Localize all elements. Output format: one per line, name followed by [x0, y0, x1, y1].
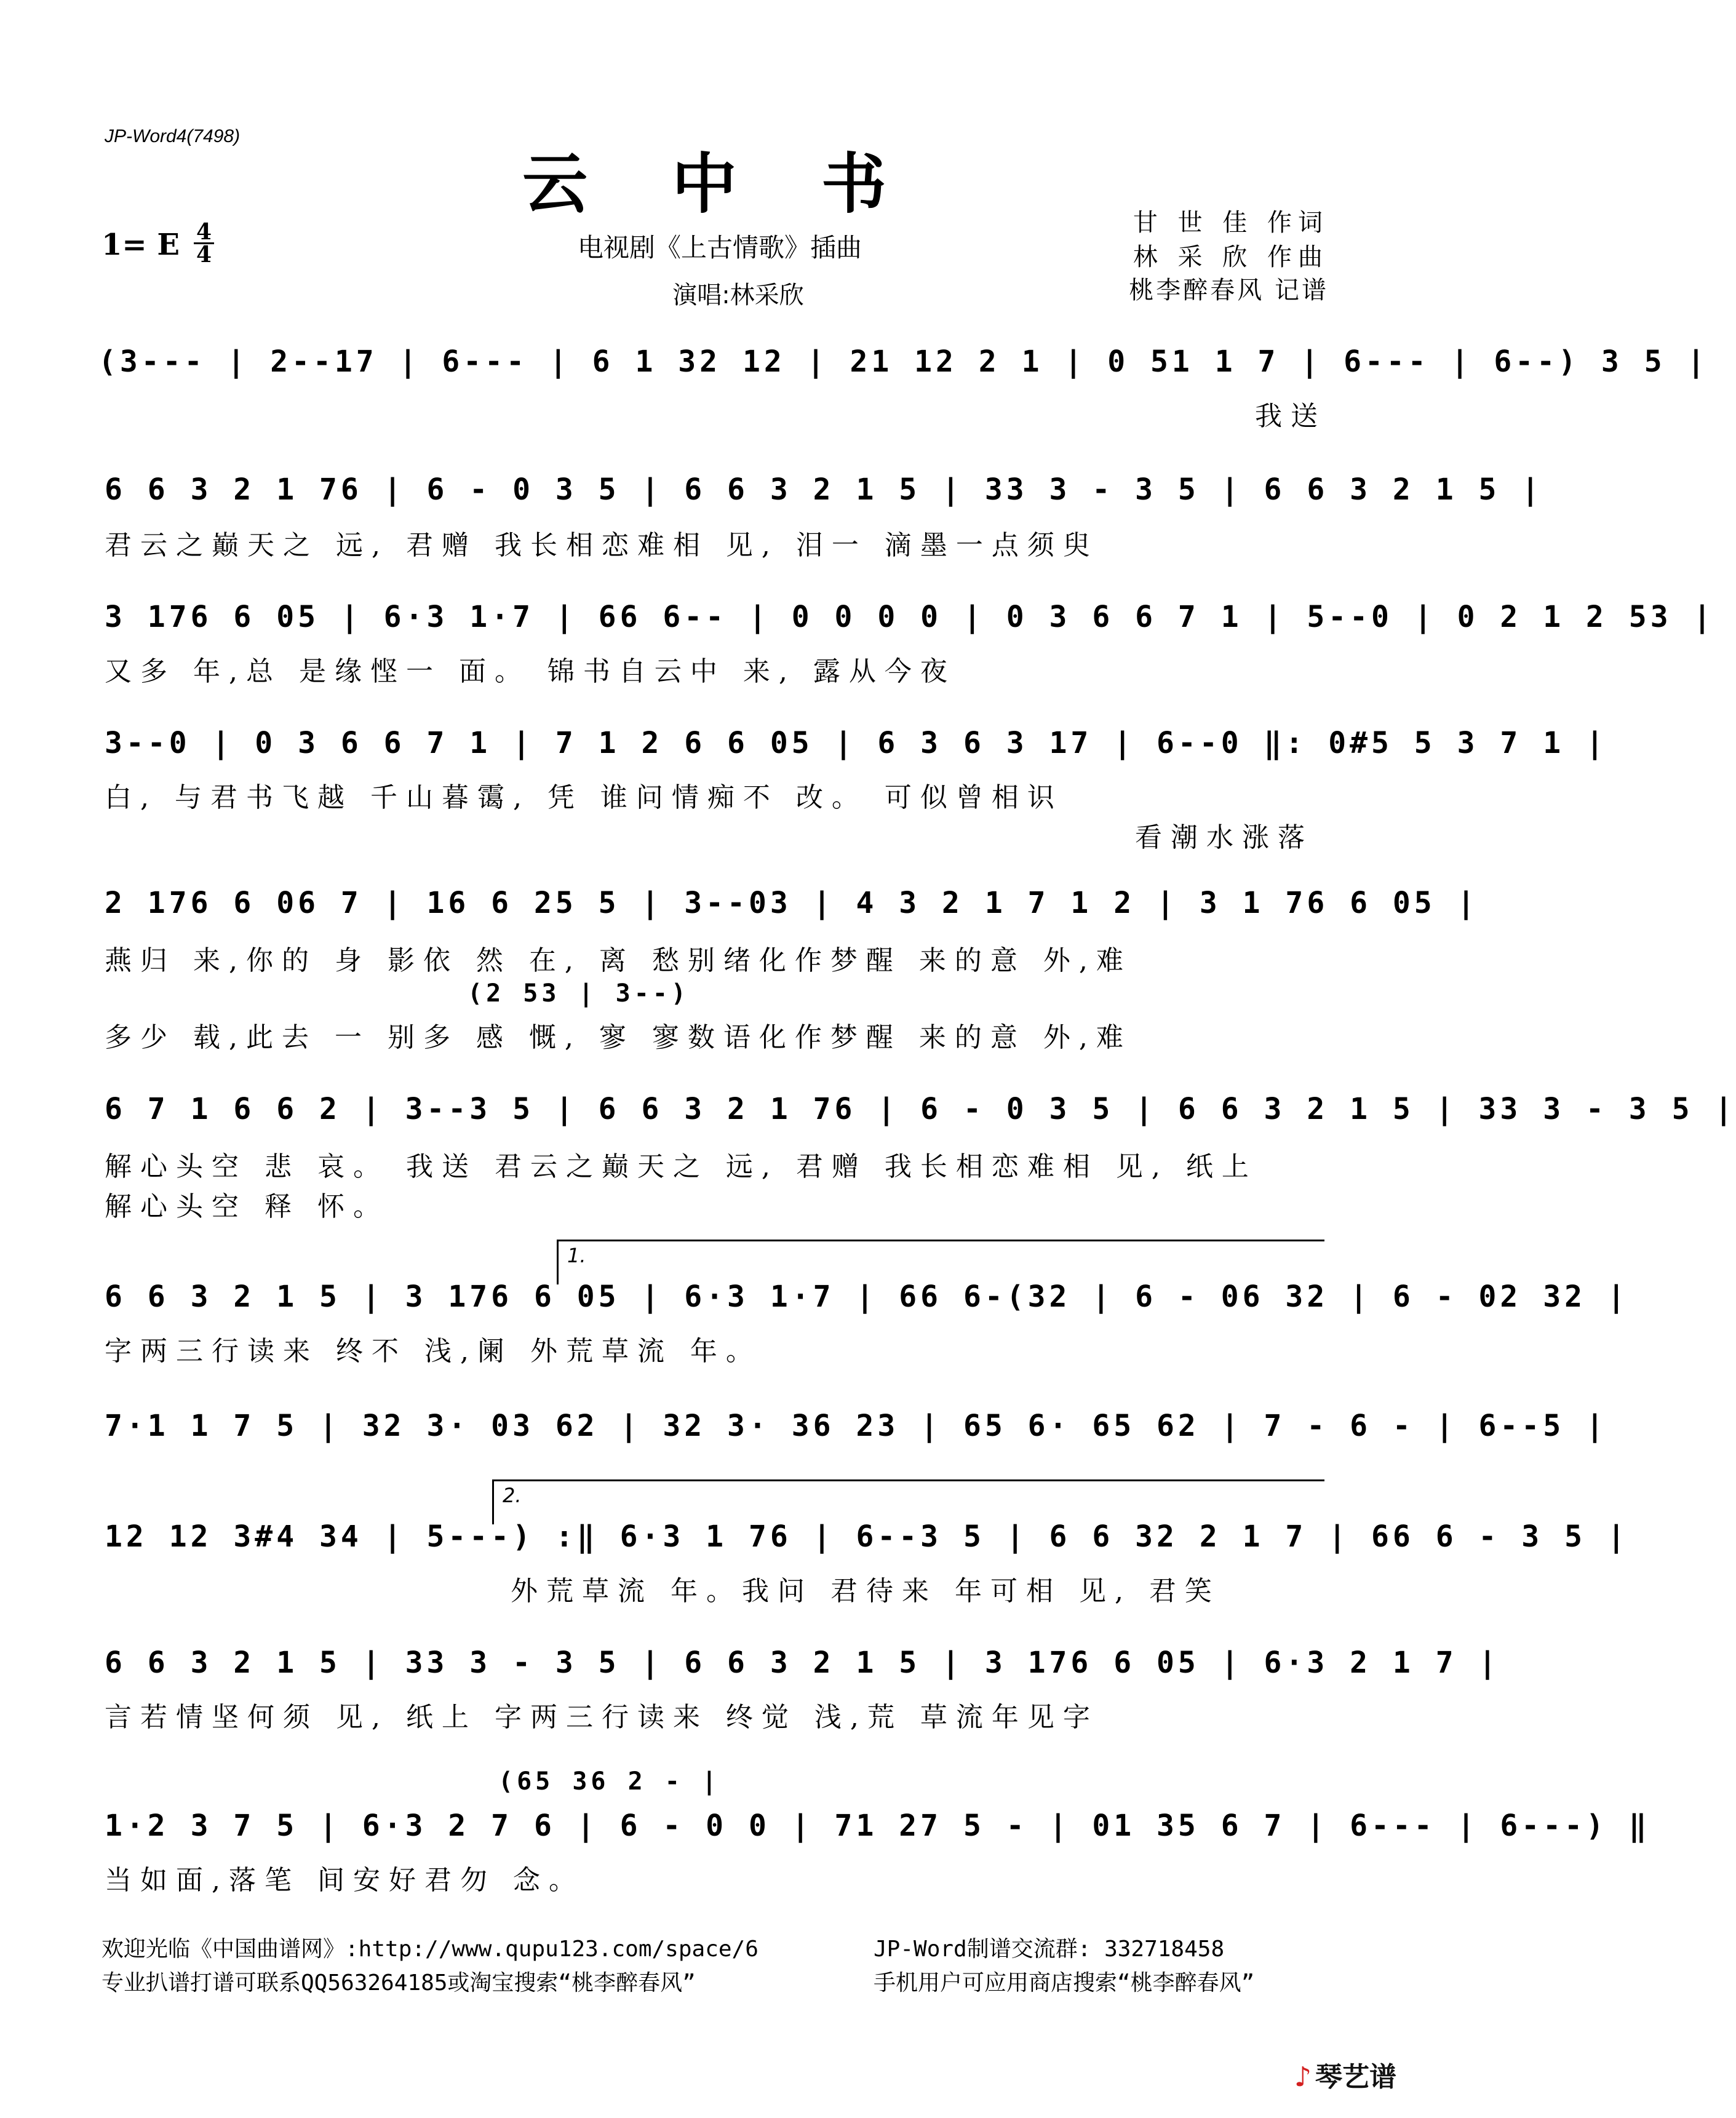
- score-line-11-notes: 1·2 3 7 5 | 6·3 2 7 6 | 6 - 0 0 | 71 27 5 - | 01 35 6 7 | 6--- | 6---) ‖: [105, 1809, 1650, 1843]
- score-line-3-notes: 3 176 6 05 | 6·3 1·7 | 66 6-- | 0 0 0 0 | 0 3 6 6 7 1 | 5--0 | 0 2 1 2 53 |: [105, 600, 1715, 634]
- score-line-5-inner-notes: (2 53 | 3--): [468, 979, 690, 1008]
- score-line-5-notes: 2 176 6 06 7 | 16 6 25 5 | 3--03 | 4 3 2 1 7 1 2 | 3 1 76 6 05 |: [105, 886, 1479, 920]
- score-line-11-inner-notes: (65 36 2 - |: [498, 1767, 720, 1796]
- transcriber-credit: 桃李醉春风 记谱: [1129, 276, 1329, 305]
- footer-mobile: 手机用户可应用商店搜索“桃李醉春风”: [874, 1970, 1255, 1996]
- second-ending-bracket: 2.: [492, 1479, 1324, 1524]
- score-line-1-notes: (3--- | 2--17 | 6--- | 6 1 32 12 | 21 12 2 1 | 0 51 1 7 | 6--- | 6--) 3 5 |: [98, 344, 1709, 379]
- score-line-4-lyrics: 白, 与君书飞越 千山暮霭, 凭 谁问情痴不 改。 可似曾相识: [105, 782, 1063, 813]
- time-top: 4: [194, 221, 214, 244]
- score-line-10-notes: 6 6 3 2 1 5 | 33 3 - 3 5 | 6 6 3 2 1 5 | 3 176 6 05 | 6·3 2 1 7 |: [105, 1646, 1500, 1680]
- footer-contact: 专业扒谱打谱可联系QQ563264185或淘宝搜索“桃李醉春风”: [102, 1970, 696, 1996]
- singer: 演唱:林采欣: [672, 281, 804, 309]
- footer-website: 欢迎光临《中国曲谱网》:http://www.qupu123.com/space/6: [102, 1937, 759, 1962]
- key-signature: 1= E: [102, 228, 180, 262]
- score-line-9-notes: 12 12 3#4 34 | 5---) :‖ 6·3 1 76 | 6--3 5 | 6 6 32 2 1 7 | 66 6 - 3 5 |: [105, 1519, 1629, 1554]
- score-line-5-lyrics-2: 多少 载,此去 一 别多 感 慨, 寥 寥数语化作梦醒 来的意 外,难: [105, 1022, 1132, 1053]
- score-line-5-lyrics: 燕归 来,你的 身 影依 然 在, 离 愁别绪化作梦醒 来的意 外,难: [105, 945, 1132, 976]
- score-line-10-lyrics: 言若情坚何须 见, 纸上 字两三行读来 终觉 浅,荒 草流年见字: [105, 1702, 1099, 1733]
- score-line-7-notes: 6 6 3 2 1 5 | 3 176 6 05 | 6·3 1·7 | 66 6-(32 | 6 - 06 32 | 6 - 02 32 |: [105, 1280, 1629, 1314]
- logo-icon: ♪: [1294, 2061, 1312, 2093]
- song-title: 云 中 书: [522, 145, 917, 222]
- software-label: JP-Word4(7498): [105, 126, 241, 146]
- score-line-2-notes: 6 6 3 2 1 76 | 6 - 0 3 5 | 6 6 3 2 1 5 | 33 3 - 3 5 | 6 6 3 2 1 5 |: [105, 472, 1543, 507]
- time-bottom: 4: [196, 242, 212, 268]
- footer-group: JP-Word制谱交流群: 332718458: [874, 1937, 1225, 1962]
- score-line-2-lyrics: 君云之巅天之 远, 君赠 我长相恋难相 见, 泪一 滴墨一点须臾: [105, 530, 1099, 561]
- score-line-1-lyrics: 我送: [1255, 400, 1326, 432]
- score-line-4-notes: 3--0 | 0 3 6 6 7 1 | 7 1 2 6 6 05 | 6 3 6 3 17 | 6--0 ‖: 0#5 5 3 7 1 |: [105, 726, 1607, 760]
- site-logo: ♪ 琴艺谱: [1294, 2061, 1396, 2093]
- score-line-6-lyrics-2: 解心头空 释 怀。: [105, 1191, 389, 1222]
- score-line-6-notes: 6 7 1 6 6 2 | 3--3 5 | 6 6 3 2 1 76 | 6 - 0 3 5 | 6 6 3 2 1 5 | 33 3 - 3 5 |: [105, 1092, 1736, 1126]
- score-line-7-lyrics: 字两三行读来 终不 浅,阑 外荒草流 年。: [105, 1336, 762, 1367]
- score-line-8-notes: 7·1 1 7 5 | 32 3· 03 62 | 32 3· 36 23 | 65 6· 65 62 | 7 - 6 - | 6--5 |: [105, 1409, 1607, 1443]
- first-ending-bracket: 1.: [557, 1240, 1324, 1284]
- subtitle: 电视剧《上古情歌》插曲: [577, 233, 862, 263]
- score-line-11-lyrics: 当如面,落笔 间安好君勿 念。: [105, 1865, 584, 1896]
- composer-credit: 林 采 欣 作曲: [1133, 243, 1329, 271]
- score-line-4-lyrics-2: 看潮水涨落: [1135, 822, 1313, 853]
- score-line-9-lyrics: 外荒草流 年。我问 君待来 年可相 见, 君笑: [511, 1575, 1220, 1607]
- lyricist-credit: 甘 世 佳 作词: [1133, 209, 1329, 237]
- score-line-6-lyrics: 解心头空 悲 哀。 我送 君云之巅天之 远, 君赠 我长相恋难相 见, 纸上: [105, 1151, 1257, 1182]
- score-line-3-lyrics: 又多 年,总 是缘悭一 面。 锦书自云中 来, 露从今夜: [105, 656, 956, 687]
